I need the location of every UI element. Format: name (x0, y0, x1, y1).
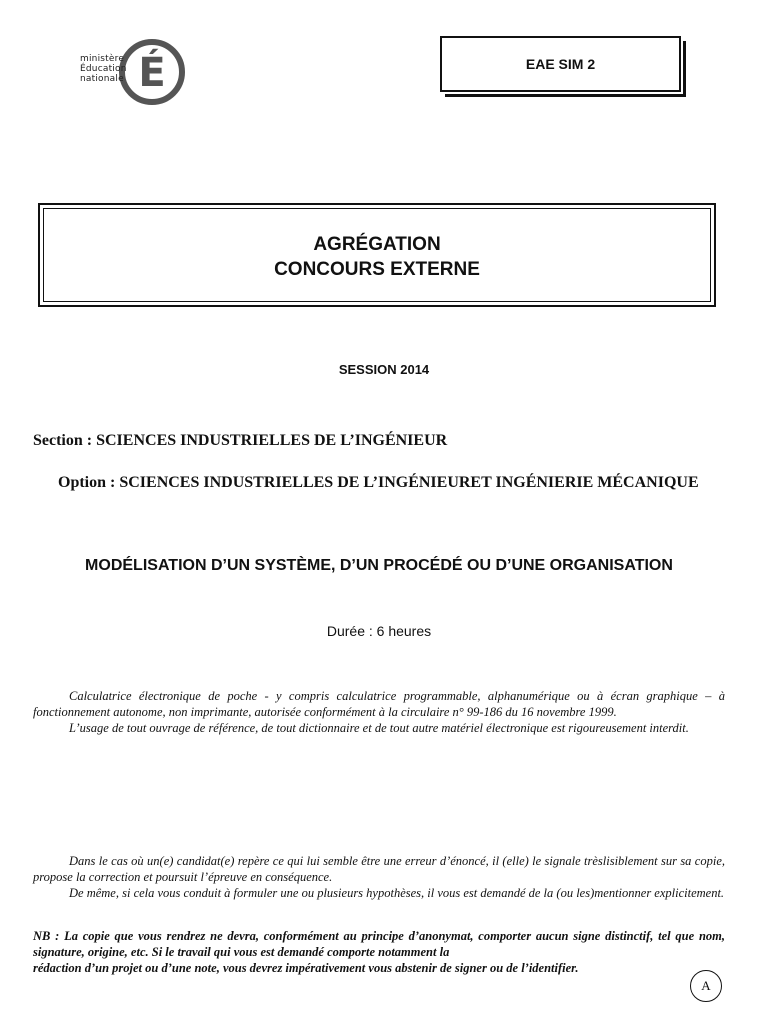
page-mark-badge: A (690, 970, 722, 1002)
logo-line-1: ministère (80, 54, 125, 64)
exam-subject: MODÉLISATION D’UN SYSTÈME, D’UN PROCÉDÉ OU D’UNE ORGANISATION (85, 557, 673, 574)
exam-subtitle: CONCOURS EXTERNE (274, 259, 480, 280)
ministry-logo (80, 14, 190, 109)
anonymity-note-line-2: rédaction d’un projet ou d’une note, vous devrez impérativement vous abstenir de signer ou de l’identifier. (33, 961, 579, 975)
option-line: Option : SCIENCES INDUSTRIELLES DE L’INGÉNIEURET INGÉNIERIE MÉCANIQUE (58, 474, 699, 491)
anonymity-note-line-1: NB : La copie que vous rendrez ne devra, conformément au principe d’anonymat, comporter aucun signe distinctif, tel que nom, signature, origine, etc. Si le travail qui vous est demandé comporte notamment la (33, 929, 725, 959)
svg-text:É: É (138, 50, 166, 96)
logo-line-3: nationale (80, 74, 124, 84)
logo-line-2: Éducation (80, 64, 127, 74)
session-label: SESSION 2014 (338, 362, 430, 377)
anonymity-note (33, 928, 725, 976)
calculator-instructions (33, 688, 725, 736)
ministry-name (80, 54, 127, 84)
exam-title-box (38, 203, 716, 307)
hypotheses-rule: De même, si cela vous conduit à formuler une ou plusieurs hypothèses, il vous est demandé de la (ou les)mentionner explicitement. (69, 886, 725, 900)
exam-duration: Durée : 6 heures (326, 623, 432, 639)
exam-code-box (440, 36, 681, 92)
error-rule: Dans le cas où un(e) candidat(e) repère ce qui lui semble être une erreur d’énoncé, il (elle) le signale trèslisiblement sur sa copie, propose la correction et poursuit l’épreuve en conséquence. (33, 854, 725, 884)
exam-title: AGRÉGATION (313, 234, 441, 255)
error-instructions (33, 853, 725, 901)
section-line: Section : SCIENCES INDUSTRIELLES DE L’INGÉNIEUR (33, 432, 448, 449)
reference-rule: L’usage de tout ouvrage de référence, de tout dictionnaire et de tout autre matériel électronique est rigoureusement interdit. (69, 721, 689, 735)
calculator-rule: Calculatrice électronique de poche - y compris calculatrice programmable, alphanumérique ou à écran graphique – à fonctionnement autonome, non imprimante, autorisée conformément à la circulaire n° 99-186 du 16 novembre 1999. (33, 689, 725, 719)
exam-code: EAE SIM 2 (525, 56, 596, 72)
